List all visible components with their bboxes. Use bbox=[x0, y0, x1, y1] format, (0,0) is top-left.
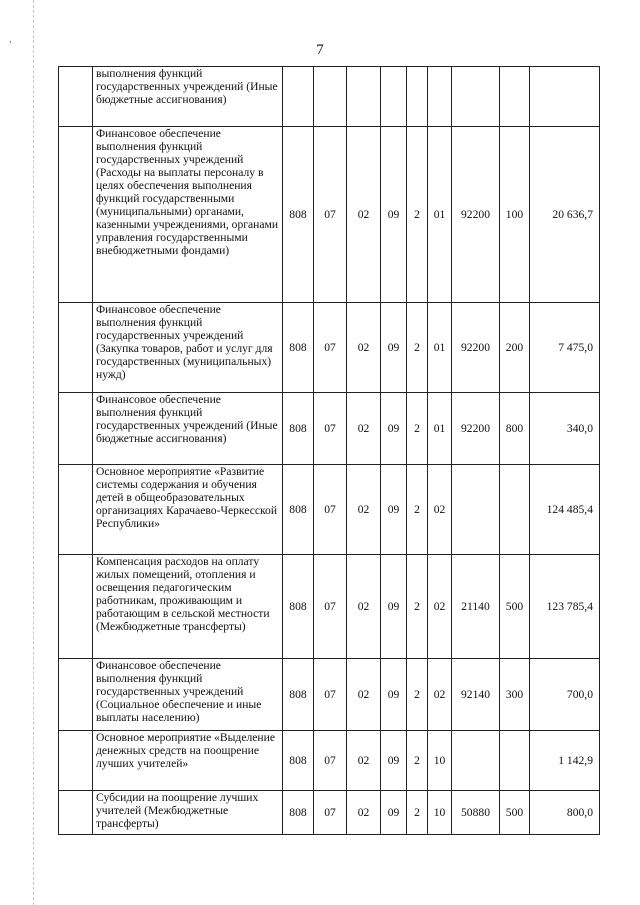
cell-vr: 500 bbox=[500, 791, 530, 835]
cell-name: Финансовое обеспечение выполнения функций государственных учреждений (Закупка товаров, работ и услуг для государственных (муниципальных) нужд) bbox=[93, 303, 283, 393]
table-row bbox=[59, 67, 600, 127]
cell-ved: 808 bbox=[283, 303, 314, 393]
table-row bbox=[59, 659, 600, 731]
cell-pr bbox=[347, 67, 381, 127]
cell-vr bbox=[500, 731, 530, 791]
cell-pr: 02 bbox=[347, 731, 381, 791]
table-row bbox=[59, 127, 600, 303]
cell-csr-subprogram: 2 bbox=[407, 555, 428, 659]
cell-name: Основное мероприятие «Развитие системы содержания и обучения детей в общеобразовательных организациях Карачаево-Черкесской Республики» bbox=[93, 465, 283, 555]
cell-csr-program: 09 bbox=[381, 465, 407, 555]
cell-blank bbox=[59, 659, 93, 731]
cell-vr: 500 bbox=[500, 555, 530, 659]
cell-ved: 808 bbox=[283, 127, 314, 303]
cell-name: выполнения функций государственных учреждений (Иные бюджетные ассигнования) bbox=[93, 67, 283, 127]
cell-pr: 02 bbox=[347, 393, 381, 465]
page-number: 7 bbox=[316, 42, 324, 58]
cell-vr: 300 bbox=[500, 659, 530, 731]
cell-csr-event: 01 bbox=[428, 127, 452, 303]
cell-rz: 07 bbox=[314, 791, 347, 835]
cell-csr-subprogram: 2 bbox=[407, 731, 428, 791]
cell-rz: 07 bbox=[314, 127, 347, 303]
cell-csr-subprogram: 2 bbox=[407, 659, 428, 731]
cell-csr-direction: 21140 bbox=[452, 555, 500, 659]
cell-rz bbox=[314, 67, 347, 127]
cell-csr-direction: 92200 bbox=[452, 303, 500, 393]
cell-csr-subprogram bbox=[407, 67, 428, 127]
table-row bbox=[59, 393, 600, 465]
cell-blank bbox=[59, 731, 93, 791]
cell-ved: 808 bbox=[283, 731, 314, 791]
cell-csr-event: 01 bbox=[428, 393, 452, 465]
cell-csr-direction: 92200 bbox=[452, 393, 500, 465]
cell-csr-direction bbox=[452, 465, 500, 555]
cell-sum: 123 785,4 bbox=[530, 555, 600, 659]
cell-pr: 02 bbox=[347, 659, 381, 731]
cell-csr-subprogram: 2 bbox=[407, 791, 428, 835]
cell-csr-program bbox=[381, 67, 407, 127]
cell-ved: 808 bbox=[283, 393, 314, 465]
cell-csr-event: 02 bbox=[428, 659, 452, 731]
cell-csr-event: 02 bbox=[428, 465, 452, 555]
table-row bbox=[59, 791, 600, 835]
cell-csr-subprogram: 2 bbox=[407, 303, 428, 393]
cell-csr-event bbox=[428, 67, 452, 127]
cell-csr-program: 09 bbox=[381, 303, 407, 393]
cell-pr: 02 bbox=[347, 791, 381, 835]
cell-csr-program: 09 bbox=[381, 659, 407, 731]
cell-csr-subprogram: 2 bbox=[407, 465, 428, 555]
cell-csr-direction: 50880 bbox=[452, 791, 500, 835]
cell-csr-program: 09 bbox=[381, 791, 407, 835]
cell-name: Финансовое обеспечение выполнения функций государственных учреждений (Иные бюджетные ассигнования) bbox=[93, 393, 283, 465]
cell-sum: 20 636,7 bbox=[530, 127, 600, 303]
cell-ved: 808 bbox=[283, 791, 314, 835]
cell-csr-event: 10 bbox=[428, 731, 452, 791]
scan-mark: , bbox=[9, 34, 12, 45]
cell-csr-direction bbox=[452, 731, 500, 791]
cell-sum: 340,0 bbox=[530, 393, 600, 465]
cell-csr-event: 02 bbox=[428, 555, 452, 659]
cell-csr-direction: 92140 bbox=[452, 659, 500, 731]
cell-pr: 02 bbox=[347, 127, 381, 303]
cell-vr bbox=[500, 67, 530, 127]
cell-ved: 808 bbox=[283, 659, 314, 731]
cell-ved: 808 bbox=[283, 555, 314, 659]
cell-csr-event: 01 bbox=[428, 303, 452, 393]
cell-name: Компенсация расходов на оплату жилых помещений, отопления и освещения педагогическим работникам, проживающим и работающим в сельской местности (Межбюджетные трансферты) bbox=[93, 555, 283, 659]
table-row bbox=[59, 731, 600, 791]
cell-ved bbox=[283, 67, 314, 127]
cell-rz: 07 bbox=[314, 555, 347, 659]
cell-sum: 124 485,4 bbox=[530, 465, 600, 555]
table-row bbox=[59, 555, 600, 659]
cell-name: Финансовое обеспечение выполнения функций государственных учреждений (Социальное обеспечение и иные выплаты населению) bbox=[93, 659, 283, 731]
cell-csr-subprogram: 2 bbox=[407, 393, 428, 465]
cell-blank bbox=[59, 127, 93, 303]
cell-csr-direction: 92200 bbox=[452, 127, 500, 303]
cell-vr: 100 bbox=[500, 127, 530, 303]
cell-csr-subprogram: 2 bbox=[407, 127, 428, 303]
cell-name: Финансовое обеспечение выполнения функций государственных учреждений (Расходы на выплаты персоналу в целях обеспечения выполнения функций государственными (муниципальными) органами, казенными учреждениями, органами управления государственными внебюджетными фондами) bbox=[93, 127, 283, 303]
cell-sum: 700,0 bbox=[530, 659, 600, 731]
cell-blank bbox=[59, 555, 93, 659]
cell-sum: 1 142,9 bbox=[530, 731, 600, 791]
cell-rz: 07 bbox=[314, 659, 347, 731]
cell-pr: 02 bbox=[347, 555, 381, 659]
cell-sum: 7 475,0 bbox=[530, 303, 600, 393]
cell-rz: 07 bbox=[314, 731, 347, 791]
cell-csr-program: 09 bbox=[381, 555, 407, 659]
cell-csr-event: 10 bbox=[428, 791, 452, 835]
cell-vr: 800 bbox=[500, 393, 530, 465]
cell-vr: 200 bbox=[500, 303, 530, 393]
cell-rz: 07 bbox=[314, 303, 347, 393]
cell-blank bbox=[59, 393, 93, 465]
cell-csr-program: 09 bbox=[381, 127, 407, 303]
cell-sum bbox=[530, 67, 600, 127]
cell-pr: 02 bbox=[347, 465, 381, 555]
cell-blank bbox=[59, 67, 93, 127]
cell-csr-program: 09 bbox=[381, 731, 407, 791]
scan-edge-line bbox=[33, 0, 34, 905]
cell-name: Субсидии на поощрение лучших учителей (Межбюджетные трансферты) bbox=[93, 791, 283, 835]
cell-sum: 800,0 bbox=[530, 791, 600, 835]
cell-csr-direction bbox=[452, 67, 500, 127]
cell-blank bbox=[59, 303, 93, 393]
cell-name: Основное мероприятие «Выделение денежных средств на поощрение лучших учителей» bbox=[93, 731, 283, 791]
table-body bbox=[59, 67, 600, 835]
table-row bbox=[59, 303, 600, 393]
cell-vr bbox=[500, 465, 530, 555]
budget-table bbox=[58, 66, 600, 835]
cell-rz: 07 bbox=[314, 465, 347, 555]
cell-rz: 07 bbox=[314, 393, 347, 465]
cell-ved: 808 bbox=[283, 465, 314, 555]
cell-blank bbox=[59, 791, 93, 835]
cell-blank bbox=[59, 465, 93, 555]
cell-pr: 02 bbox=[347, 303, 381, 393]
table-row bbox=[59, 465, 600, 555]
cell-csr-program: 09 bbox=[381, 393, 407, 465]
